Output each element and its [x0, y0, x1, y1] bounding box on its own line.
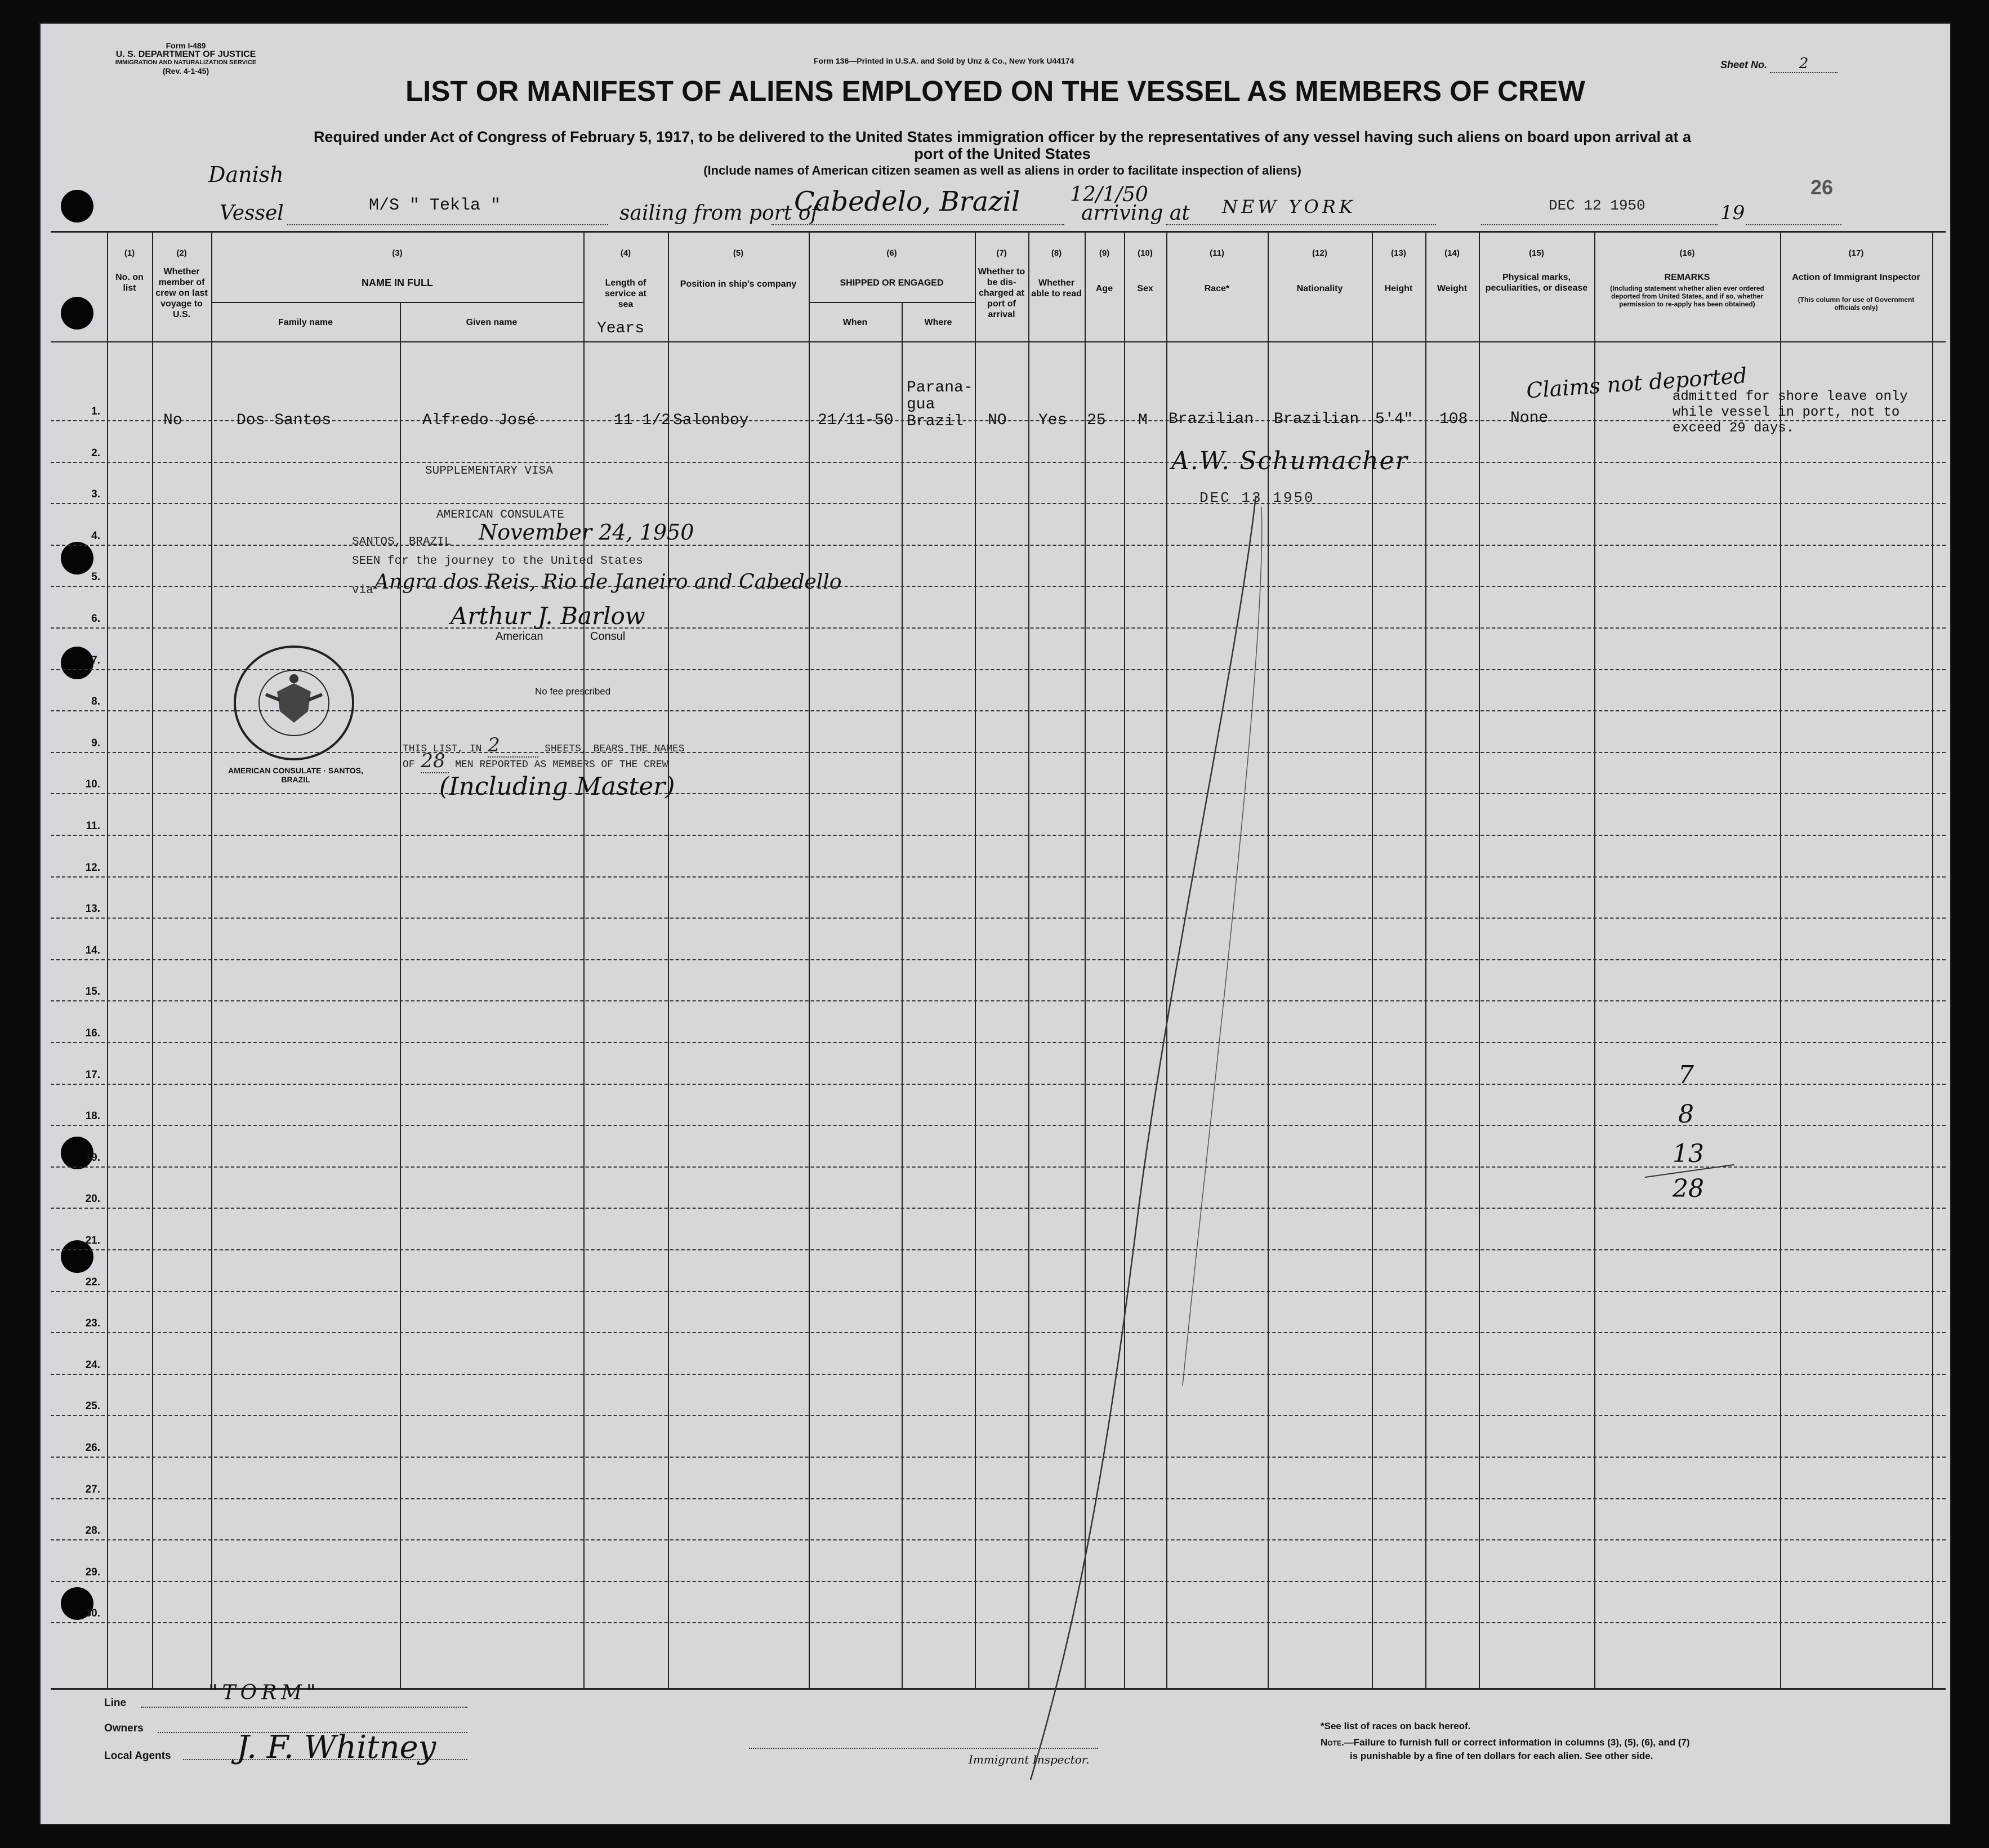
row-number: 22.	[85, 1276, 100, 1288]
row-number: 15.	[85, 986, 100, 998]
entry-given-name: Alfredo José	[422, 412, 536, 429]
year-field	[1746, 202, 1841, 225]
inspector-signature: A.W. Schumacher	[1171, 447, 1408, 475]
visa-date-hand: November 24, 1950	[479, 520, 694, 545]
list-stamp-line-2	[403, 750, 668, 773]
vessel-field	[287, 196, 608, 225]
row-number: 3.	[91, 488, 100, 500]
row-number: 1.	[91, 406, 100, 417]
footer-note-races: *See list of races on back hereof.	[1321, 1721, 1471, 1731]
list-stamp-men: 28	[421, 750, 449, 773]
entry-nationality: Brazilian	[1274, 411, 1359, 428]
list-stamp-post: SHEETS, BEARS THE NAMES	[545, 743, 685, 755]
row-number: 27.	[85, 1484, 100, 1495]
col-header-name: NAME IN FULL	[362, 277, 433, 288]
header-bottom-rule	[51, 341, 1946, 342]
row-number: 23.	[85, 1317, 100, 1329]
footer-inspector-label: Immigrant Inspector.	[969, 1753, 1090, 1766]
arriving-field	[1166, 196, 1436, 225]
col-divider	[152, 233, 153, 1688]
consulate-seal-icon	[226, 638, 362, 768]
diagonal-cancel-mark	[997, 484, 1278, 1791]
row-rule	[51, 462, 1946, 463]
sub-header-rule	[809, 302, 975, 303]
entry-discharged: NO	[988, 412, 1007, 429]
col-divider	[107, 233, 108, 1688]
col-divider	[902, 303, 903, 1688]
consul-right: Consul	[590, 630, 626, 643]
row-number: 5.	[91, 571, 100, 583]
subtitle	[141, 128, 1864, 179]
subtitle-line-3: (Include names of American citizen seamen as well as aliens in order to facilitate inspection of aliens)	[703, 163, 1301, 177]
tally-total: 28	[1673, 1174, 1704, 1203]
col-header-remarks-note: (Including statement whether alien ever ordered deported from United States, and if so, whether permission to re-apply has been obtained)	[1610, 284, 1764, 308]
col-divider	[1425, 233, 1426, 1688]
sub-header-rule	[211, 302, 583, 303]
row-number: 26.	[85, 1442, 100, 1454]
list-stamp-sheets: 2	[488, 734, 538, 758]
col-header-shipped: SHIPPED OR ENGAGED	[840, 278, 944, 288]
col-header-family: Family name	[278, 318, 333, 327]
col-header-position: Position in ship's company	[680, 279, 797, 289]
col-header-member: Whether member of crew on last voyage to U.S.	[155, 267, 208, 319]
row-number: 14.	[85, 945, 100, 956]
department: U. S. DEPARTMENT OF JUSTICE	[115, 50, 256, 59]
row-number: 6.	[91, 613, 100, 625]
footer-line-field	[141, 1707, 467, 1708]
sailing-label: sailing from port of	[619, 202, 818, 225]
footer-owners-label: Owners	[104, 1722, 144, 1734]
col-num-6: (6)	[886, 248, 897, 258]
row-number: 13.	[85, 903, 100, 915]
footer-note-2: is punishable by a fine of ten dollars for each alien. See other side.	[1350, 1751, 1653, 1761]
row-number: 17.	[85, 1069, 100, 1081]
row-number: 8.	[91, 696, 100, 707]
col-header-weight: Weight	[1437, 284, 1468, 293]
sheet-number	[1720, 55, 1838, 73]
col-header-discharged: Whether to be dis-charged at port of arrival	[978, 267, 1025, 319]
visa-seen: SEEN for the journey to the United States	[352, 555, 643, 568]
col-num-5: (5)	[733, 248, 744, 258]
page-title: LIST OR MANIFEST OF ALIENS EMPLOYED ON THE VESSEL AS MEMBERS OF CREW	[405, 75, 1585, 107]
entry-where-3: Brazil	[907, 413, 964, 430]
entry-where-1: Parana-	[907, 379, 973, 397]
col-num-8: (8)	[1051, 248, 1062, 258]
punch-hole	[61, 190, 93, 222]
entry-height: 5'4"	[1375, 411, 1413, 428]
col-num-11: (11)	[1210, 248, 1224, 258]
col-header-remarks: REMARKS	[1664, 273, 1710, 282]
col-header-race: Race*	[1204, 284, 1230, 293]
entry-position: Salonboy	[673, 412, 749, 429]
footer-agents-label: Local Agents	[104, 1750, 171, 1762]
col-header-height: Height	[1384, 284, 1413, 293]
col-divider	[1780, 233, 1781, 1688]
row-number: 12.	[85, 862, 100, 874]
list-stamp-men-label: MEN REPORTED AS MEMBERS OF THE CREW	[455, 759, 668, 771]
col-divider	[211, 233, 212, 1688]
sailing-value: Cabedelo, Brazil	[794, 186, 1020, 217]
col-num-17: (17)	[1848, 248, 1864, 258]
vessel-nationality-hand: Danish	[208, 162, 284, 187]
col-header-nationality: Nationality	[1296, 284, 1343, 293]
footer-line-label: Line	[104, 1697, 127, 1709]
col-num-4: (4)	[620, 248, 631, 258]
col-num-15: (15)	[1529, 248, 1544, 258]
vessel-label: Vessel	[220, 202, 284, 225]
col-divider	[583, 233, 585, 1688]
col-num-10: (10)	[1138, 248, 1153, 258]
col-header-years: Years	[597, 320, 645, 337]
printer-line: Form 136—Printed in U.S.A. and Sold by Unz & Co., New York U44174	[814, 56, 1074, 65]
col-num-1: (1)	[124, 248, 135, 258]
tally-2: 8	[1678, 1100, 1694, 1129]
col-divider	[668, 233, 669, 1688]
consulate-seal-text: AMERICAN CONSULATE · SANTOS, BRAZIL	[228, 766, 363, 784]
row-number: 24.	[85, 1359, 100, 1371]
entry-marks: None	[1510, 409, 1549, 427]
tally-3: 13	[1673, 1139, 1704, 1168]
row-number: 29.	[85, 1566, 100, 1578]
visa-fee: No fee prescribed	[535, 686, 611, 697]
sheet-value: 2	[1770, 55, 1838, 73]
col-header-read: Whether able to read	[1031, 278, 1082, 299]
visa-consulate: AMERICAN CONSULATE	[436, 509, 564, 522]
row-number: 18.	[85, 1110, 100, 1122]
entry-race: Brazilian	[1169, 411, 1254, 428]
manifest-page	[39, 23, 1951, 1825]
list-stamp-pre: THIS LIST, IN	[403, 743, 482, 755]
col-num-16: (16)	[1679, 248, 1695, 258]
row-number: 21.	[85, 1235, 100, 1246]
footer-line-value: "TORM"	[208, 1681, 320, 1704]
entry-remarks-1: admitted for shore leave only	[1673, 389, 1908, 404]
col-divider	[1594, 233, 1595, 1688]
col-header-service: Length of service at sea	[605, 278, 646, 309]
col-num-9: (9)	[1099, 248, 1110, 258]
revision: (Rev. 4-1-45)	[162, 66, 209, 75]
row-number: 9.	[91, 737, 100, 749]
col-header-given: Given name	[466, 318, 518, 327]
form-number: Form I-489	[166, 41, 206, 50]
col-header-when: When	[842, 318, 868, 327]
entry-remarks-2: while vessel in port, not to	[1673, 405, 1900, 420]
entry-sex: M	[1138, 412, 1148, 429]
footer-note-1: —Failure to furnish full or correct information in columns (3), (5), (6), and (7)	[1344, 1737, 1690, 1748]
arrival-date-field	[1481, 197, 1718, 225]
col-header-number: No. on list	[115, 273, 144, 293]
entry-where-2: gua	[907, 396, 935, 413]
row-number: 11.	[86, 820, 100, 832]
col-num-14: (14)	[1444, 248, 1460, 258]
col-num-3: (3)	[392, 248, 403, 258]
col-num-7: (7)	[996, 248, 1007, 258]
arriving-label: arriving at	[1081, 202, 1190, 225]
col-header-marks: Physical marks, peculiarities, or disease	[1485, 273, 1588, 293]
visa-title: SUPPLEMENTARY VISA	[425, 465, 553, 478]
col-num-12: (12)	[1312, 248, 1327, 258]
sailing-field	[771, 186, 1064, 225]
form-id-block	[113, 42, 259, 75]
including-master: (Including Master)	[439, 772, 675, 801]
col-divider	[809, 233, 810, 1688]
visa-via-label: via	[352, 584, 373, 597]
row-number: 2.	[91, 447, 100, 459]
col-header-action: Action of Immigrant Inspector	[1792, 273, 1920, 282]
footer-agents-signature: J. F. Whitney	[237, 1729, 436, 1766]
col-divider	[1932, 233, 1933, 1688]
sailing-date-hand: 12/1/50	[1070, 183, 1148, 206]
year-label: 19	[1720, 202, 1745, 224]
row-number: 10.	[85, 778, 100, 790]
visa-via-hand: Angra dos Reis, Rio de Janeiro and Cabedello	[374, 571, 842, 594]
footer-note	[1321, 1736, 1690, 1763]
col-divider	[400, 303, 401, 1688]
row-number: 7.	[91, 654, 100, 666]
col-header-action-note: (This column for use of Government officials only)	[1798, 296, 1915, 311]
row-number: 16.	[85, 1027, 100, 1039]
arrival-date-stamp: DEC 12 1950	[1549, 197, 1645, 214]
list-stamp-of: OF	[403, 759, 415, 771]
row-number: 25.	[85, 1400, 100, 1412]
tally-1: 7	[1678, 1061, 1694, 1089]
col-divider	[975, 233, 976, 1688]
row-number: 19.	[85, 1152, 100, 1164]
entry-service: 11 1/2	[614, 412, 671, 429]
footer-note-label: Note.	[1321, 1737, 1344, 1748]
corner-number: 26	[1810, 176, 1834, 199]
entry-age: 25	[1087, 412, 1106, 429]
sheet-label: Sheet No.	[1720, 59, 1768, 70]
entry-remarks-3: exceed 29 days.	[1673, 421, 1795, 436]
consul-left: American	[496, 630, 543, 643]
col-header-where: Where	[924, 318, 952, 327]
col-header-sex: Sex	[1137, 284, 1153, 293]
inspector-sign-field	[749, 1748, 1098, 1749]
entry-when: 21/11-50	[818, 412, 894, 429]
row-number: 4.	[91, 530, 100, 542]
entry-read: Yes	[1038, 412, 1067, 429]
inspector-date-stamp: DEC 13 1950	[1199, 489, 1315, 506]
col-num-2: (2)	[176, 248, 187, 258]
col-divider	[1479, 233, 1480, 1688]
arriving-value: NEW YORK	[1222, 196, 1356, 217]
subtitle-line-1: Required under Act of Congress of February 5, 1917, to be delivered to the United States immigration officer by the representatives of any vessel having such aliens on board upon arrival at a	[313, 128, 1692, 145]
entry-member: No	[163, 412, 182, 429]
subtitle-line-2: port of the United States	[914, 145, 1091, 162]
entry-weight: 108	[1439, 411, 1468, 428]
vessel-value: M/S " Tekla "	[369, 196, 501, 215]
entry-remarks-hand: Claims not deported	[1525, 363, 1748, 403]
service: IMMIGRATION AND NATURALIZATION SERVICE	[115, 59, 257, 66]
row-number: 20.	[85, 1193, 100, 1205]
row-number: 30.	[85, 1607, 100, 1619]
entry-family-name: Dos Santos	[237, 412, 332, 429]
consul-signature: Arthur J. Barlow	[451, 602, 645, 630]
visa-place: SANTOS, BRAZIL	[352, 536, 452, 549]
col-num-13: (13)	[1391, 248, 1406, 258]
col-header-age: Age	[1095, 284, 1113, 293]
row-number: 28.	[85, 1525, 100, 1537]
